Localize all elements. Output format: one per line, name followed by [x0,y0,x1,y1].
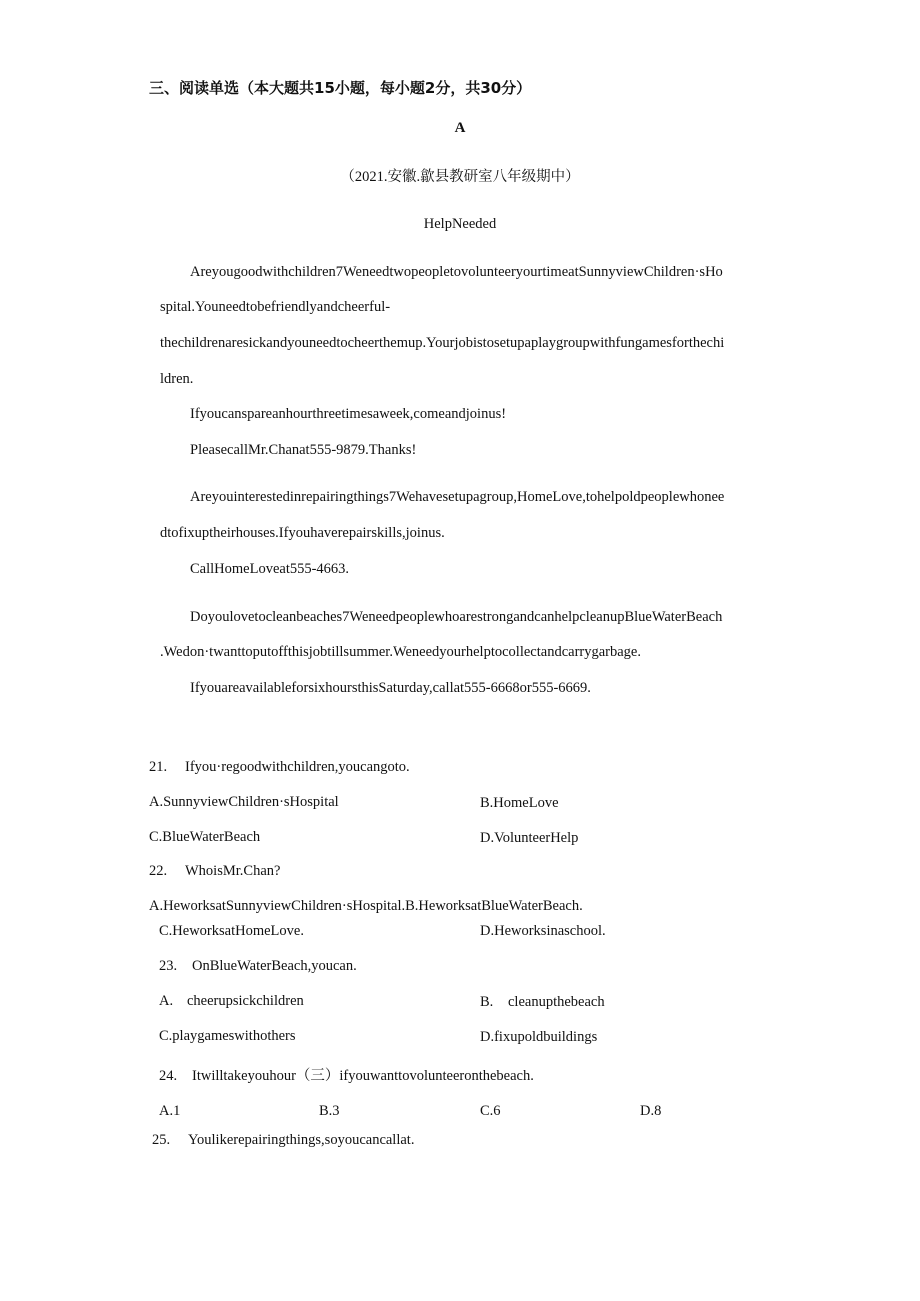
option-b-text[interactable]: cleanupthebeach [508,994,605,1010]
section-title: 三、阅读单选（本大题共15小题，每小题2分，共30分） [149,79,532,97]
ad-line: spital.Youneedtobefriendlyandcheerful- [160,299,391,315]
source-note: （2021.安徽.歙县教研室八年级期中） [340,169,580,185]
part-label: A [454,120,466,136]
ad-line: dtofixuptheirhouses.Ifyouhaverepairskills,joinus. [160,525,445,541]
ad-line: thechildrenaresickandyouneedtocheerthemup.Yourjobistosetupaplaygroupwithfungamesforthechi [160,335,725,351]
option-d[interactable]: D.Heworksinaschool. [480,923,606,939]
option-a[interactable]: A.SunnyviewChildren·sHospital [149,794,339,810]
question-stem: Itwilltakeyouhour（三）ifyouwanttovolunteeronthebeach. [192,1068,534,1084]
option-d[interactable]: D.fixupoldbuildings [480,1029,598,1045]
question-number: 24. [159,1068,178,1084]
option-a[interactable]: A.1 [159,1103,181,1119]
ad-line: .Wedon·twanttoputoffthisjobtillsummer.Weneedyourhelptocollectandcarrygarbage. [160,644,641,660]
ad-line: Doyoulovetocleanbeaches7WeneedpeoplewhoarestrongandcanhelpcleanupBlueWaterBeach [190,609,723,625]
question-stem: Youlikerepairingthings,soyoucancallat. [188,1132,415,1148]
option-d[interactable]: D.8 [640,1103,662,1119]
option-a-b[interactable]: A.HeworksatSunnyviewChildren·sHospital.B.HeworksatBlueWaterBeach. [149,898,583,914]
option-c[interactable]: C.6 [480,1103,501,1119]
question-stem: OnBlueWaterBeach,youcan. [192,958,357,974]
ad-line: CallHomeLoveat555-4663. [190,561,350,577]
option-b-label[interactable]: B. [480,994,494,1010]
option-c[interactable]: C.playgameswithothers [159,1028,296,1044]
option-d[interactable]: D.VolunteerHelp [480,830,579,846]
question-number: 25. [152,1132,171,1148]
question-stem: WhoisMr.Chan? [185,863,281,879]
question-number: 22. [149,863,168,879]
passage-title: HelpNeeded [423,216,497,232]
question-stem: Ifyou·regoodwithchildren,youcangoto. [185,759,410,775]
option-b[interactable]: B.3 [319,1103,340,1119]
question-number: 23. [159,958,178,974]
ad-line: Areyougoodwithchildren7WeneedtwopeopletovolunteeryourtimeatSunnyviewChildren·sHo [190,264,723,280]
option-b[interactable]: B.HomeLove [480,795,559,811]
ad-line: Areyouinterestedinrepairingthings7Wehavesetupagroup,HomeLove,tohelpoldpeoplewhonee [190,489,725,505]
ad-line: Ifyoucanspareanhourthreetimesaweek,comeandjoinus! [190,406,507,422]
option-a-text[interactable]: cheerupsickchildren [187,993,304,1009]
question-number: 21. [149,759,168,775]
option-c[interactable]: C.HeworksatHomeLove. [159,923,304,939]
ad-line: PleasecallMr.Chanat555-9879.Thanks! [190,442,417,458]
option-c[interactable]: C.BlueWaterBeach [149,829,261,845]
ad-line: ldren. [160,371,194,387]
option-a-label[interactable]: A. [159,993,174,1009]
ad-line: IfyouareavailableforsixhoursthisSaturday,callat555-6668or555-6669. [190,680,591,696]
